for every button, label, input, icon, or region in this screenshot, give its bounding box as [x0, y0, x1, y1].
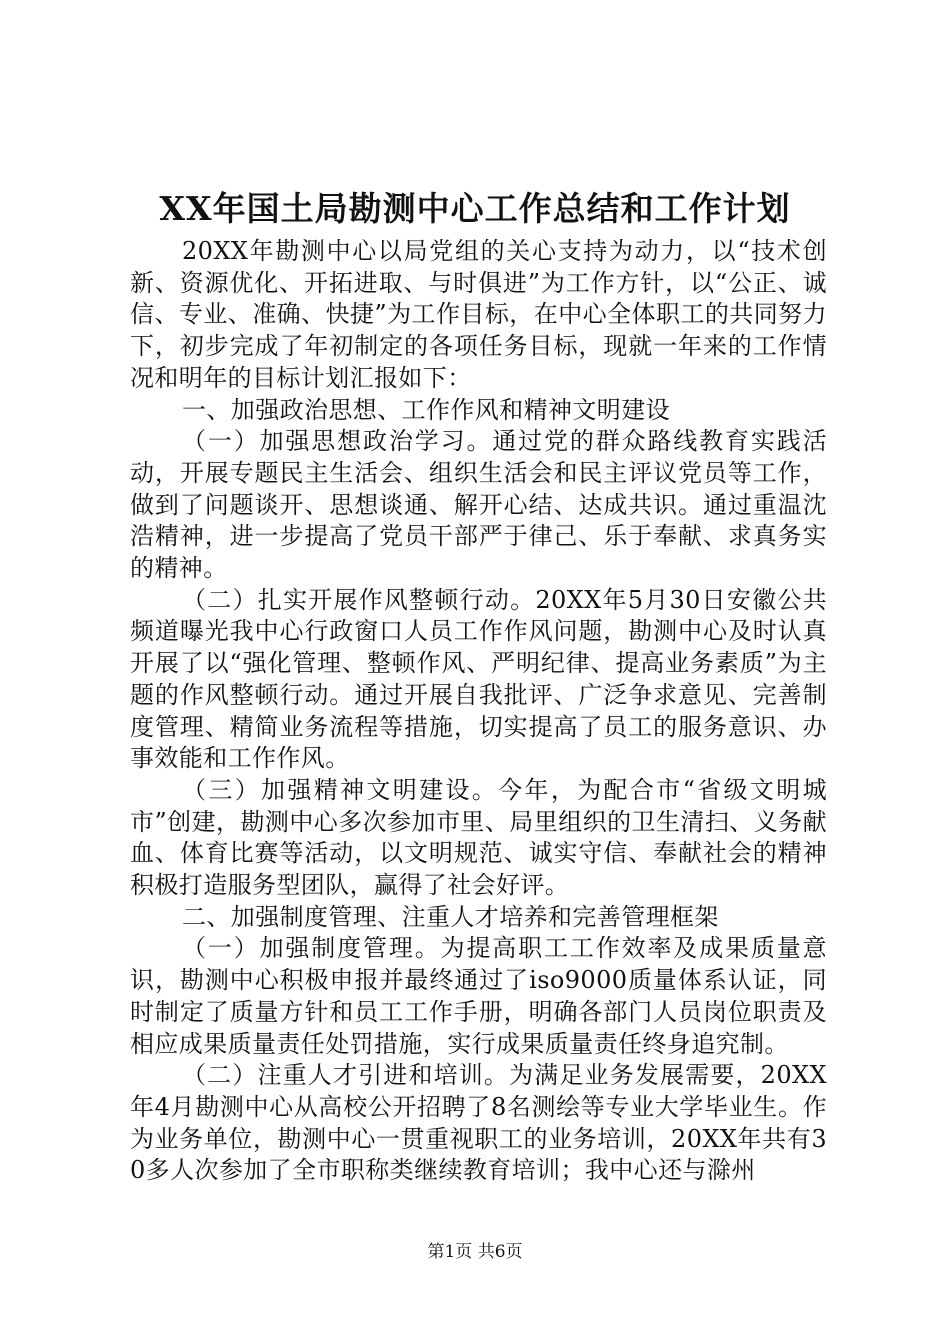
- section-heading-1: 一、加强政治思想、工作作风和精神文明建设: [182, 395, 670, 424]
- page-number-footer: 第1页 共6页: [427, 1242, 523, 1262]
- paragraph-2-1: （一）加强制度管理。为提高职工工作效率及成果质量意识，勘测中心积极申报并最终通过了iso9000质量体系认证，同时制定了质量方针和员工工作手册，明确各部门人员岗位职责及相应成果质量责任处罚措施，实行成果质量责任终身追究制。: [130, 934, 827, 1058]
- intro-paragraph: 20XX年勘测中心以局党组的关心支持为动力，以“技术创新、资源优化、开拓进取、与时俱进”为工作方针，以“公正、诚信、专业、准确、快捷”为工作目标，在中心全体职工的共同努力下，初步完成了年初制定的各项任务目标，现就一年来的工作情况和明年的目标计划汇报如下：: [130, 237, 827, 392]
- paragraph-1-3: （三）加强精神文明建设。今年，为配合市“省级文明城市”创建，勘测中心多次参加市里、局里组织的卫生清扫、义务献血、体育比赛等活动，以文明规范、诚实守信、奉献社会的精神积极打造服务型团队，赢得了社会好评。: [130, 775, 827, 900]
- paragraph-2-2: （二）注重人才引进和培训。为满足业务发展需要，20XX年4月勘测中心从高校公开招聘了8名测绘等专业大学毕业生。作为业务单位，勘测中心一贯重视职工的业务培训，20XX年共有30多人次参加了全市职称类继续教育培训；我中心还与滁州: [130, 1061, 827, 1185]
- document-body: [130, 236, 827, 1187]
- document-title: XX年国土局勘测中心工作总结和工作计划: [159, 189, 791, 228]
- paragraph-1-2: （二）扎实开展作风整顿行动。20XX年5月30日安徽公共频道曝光我中心行政窗口人员工作作风问题，勘测中心及时认真开展了以“强化管理、整顿作风、严明纪律、提高业务素质”为主题的作风整顿行动。通过开展自我批评、广泛争求意见、完善制度管理、精简业务流程等措施，切实提高了员工的服务意识、办事效能和工作作风。: [130, 585, 827, 773]
- section-heading-2: 二、加强制度管理、注重人才培养和完善管理框架: [182, 902, 719, 931]
- paragraph-1-1: （一）加强思想政治学习。通过党的群众路线教育实践活动，开展专题民主生活会、组织生活会和民主评议党员等工作，做到了问题谈开、思想谈通、解开心结、达成共识。通过重温沈浩精神，进一步提高了党员干部严于律己、乐于奉献、求真务实的精神。: [130, 427, 827, 583]
